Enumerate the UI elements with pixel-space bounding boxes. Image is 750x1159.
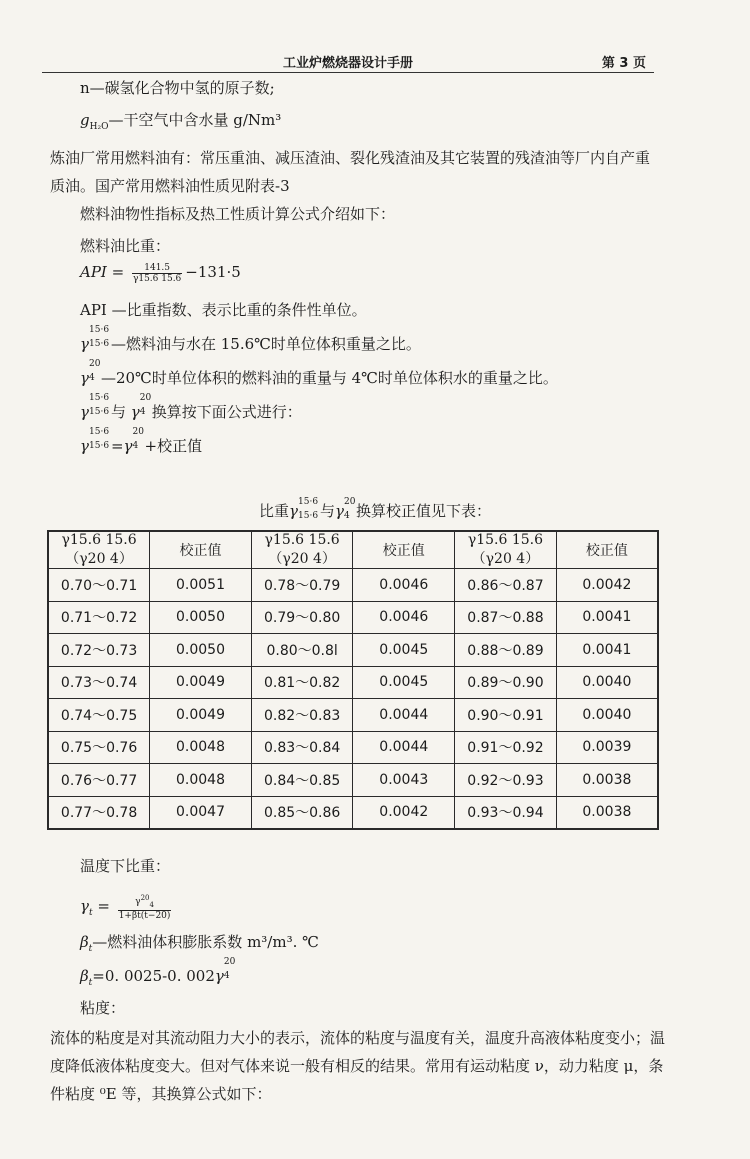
gamma156-text: —燃料油与水在 15.6℃时单位体积重量之比。 bbox=[110, 335, 421, 353]
intro-line: 燃料油物性指标及热工性质计算公式介绍如下： bbox=[80, 205, 396, 223]
correction-cell: 0.0038 bbox=[556, 796, 658, 829]
table-row bbox=[48, 731, 658, 764]
column-header-correction: 校正值 bbox=[353, 531, 455, 569]
api-fraction bbox=[132, 263, 182, 284]
range-cell: 0.81～0.82 bbox=[251, 666, 353, 699]
correction-cell: 0.0047 bbox=[150, 796, 252, 829]
conversion-and: 与 bbox=[110, 403, 126, 421]
range-cell: 0.93～0.94 bbox=[455, 796, 557, 829]
refinery-paragraph: 炼油厂常用燃料油有：常压重油、减压渣油、裂化残渣油及其它装置的残渣油等厂内自产重质油。国产常用燃料油性质见附表-3 bbox=[50, 149, 651, 195]
column-header-range: γ15.6 15.6 （γ20 4） bbox=[251, 531, 353, 569]
correction-cell: 0.0049 bbox=[150, 666, 252, 699]
g-definition-text: —干空气中含水量 g/Nm³ bbox=[108, 111, 282, 129]
table-header-row bbox=[48, 531, 658, 569]
range-cell: 0.91～0.92 bbox=[455, 731, 557, 764]
column-header-range: γ15.6 15.6 （γ20 4） bbox=[455, 531, 557, 569]
correction-cell: 0.0040 bbox=[556, 666, 658, 699]
range-cell: 0.85～0.86 bbox=[251, 796, 353, 829]
g-subscript: H₂O bbox=[89, 122, 109, 132]
temperature-fraction: $\frac{\gamma^{20}_4}{1+\beta t(t-20)}$ bbox=[118, 894, 171, 921]
beta-formula: $\beta_t=0$. 0025-0. 002γ 20 4 bbox=[80, 957, 236, 988]
correction-cell: 0.0051 bbox=[150, 569, 252, 602]
correction-cell: 0.0042 bbox=[353, 796, 455, 829]
gamma-symbol: γ 20 4 bbox=[214, 957, 236, 985]
range-cell: 0.79～0.80 bbox=[251, 601, 353, 634]
viscosity-paragraph: 流体的粘度是对其流动阻力大小的表示，流体的粘度与温度有关，温度升高液体粘度变小；温度降低液体粘度变大。但对气体来说一般有相反的结果。常用有运动粘度 ν，动力粘度 μ，条件粘度 ⁰E 等，其换算公式如下： bbox=[50, 1029, 666, 1103]
gamma-symbol: γ 15·6 15·6 bbox=[80, 325, 110, 353]
gamma-symbol: γ 20 4 bbox=[80, 359, 101, 387]
range-cell: 0.87～0.88 bbox=[455, 601, 557, 634]
correction-cell: 0.0042 bbox=[556, 569, 658, 602]
range-cell: 0.74～0.75 bbox=[48, 699, 150, 732]
beta-definition-text: —燃料油体积膨胀系数 m³/m³. ℃ bbox=[92, 933, 319, 951]
n-definition: n—碳氢化合物中氢的原子数; bbox=[80, 79, 275, 97]
gamma-symbol: γ 15·6 15·6 bbox=[289, 497, 319, 521]
range-cell: 0.73～0.74 bbox=[48, 666, 150, 699]
api-denominator: γ15.6 15.6 bbox=[132, 273, 182, 284]
correction-cell: 0.0038 bbox=[556, 764, 658, 797]
table-body bbox=[48, 569, 658, 830]
gamma204-definition bbox=[80, 359, 558, 392]
running-header bbox=[42, 50, 654, 73]
correction-cell: 0.0046 bbox=[353, 569, 455, 602]
g-definition bbox=[80, 106, 281, 141]
temperature-heading: 温度下比重： bbox=[80, 857, 171, 875]
column-header-correction: 校正值 bbox=[150, 531, 252, 569]
range-cell: 0.89～0.90 bbox=[455, 666, 557, 699]
correction-cell: 0.0044 bbox=[353, 731, 455, 764]
correction-cell: 0.0045 bbox=[353, 634, 455, 667]
column-header-range: γ15.6 15.6 （γ20 4） bbox=[48, 531, 150, 569]
range-cell: 0.84～0.85 bbox=[251, 764, 353, 797]
api-numerator: 141.5 bbox=[132, 263, 182, 274]
gamma-symbol: γ 15·6 15·6 bbox=[80, 393, 110, 421]
correction-formula: γ 15·6 15·6 =γ 20 4 +校正值 bbox=[80, 432, 202, 460]
api-rhs: −131·5 bbox=[185, 263, 241, 281]
correction-cell: 0.0041 bbox=[556, 634, 658, 667]
range-cell: 0.82～0.83 bbox=[251, 699, 353, 732]
sg-heading: 燃料油比重： bbox=[80, 237, 171, 255]
range-cell: 0.92～0.93 bbox=[455, 764, 557, 797]
beta-definition: $\beta_t—$燃料油体积膨胀系数 m³/m³. ℃ bbox=[80, 933, 319, 954]
gamma-symbol: γ 20 4 bbox=[123, 427, 144, 455]
g-symbol: g bbox=[80, 111, 90, 129]
table-row bbox=[48, 634, 658, 667]
table-row bbox=[48, 569, 658, 602]
correction-text: +校正值 bbox=[144, 437, 203, 455]
conversion-tail: 换算按下面公式进行： bbox=[151, 403, 302, 421]
range-cell: 0.90～0.91 bbox=[455, 699, 557, 732]
gamma204-text: —20℃时单位体积的燃料油的重量与 4℃时单位体积水的重量之比。 bbox=[100, 369, 558, 387]
gamma-symbol: γ 20 4 bbox=[130, 393, 152, 421]
api-lhs: API = bbox=[80, 263, 129, 281]
range-cell: 0.78～0.79 bbox=[251, 569, 353, 602]
correction-cell: 0.0040 bbox=[556, 699, 658, 732]
gamma-symbol: γ 20 4 bbox=[335, 497, 356, 521]
correction-cell: 0.0046 bbox=[353, 601, 455, 634]
api-definition: API —比重指数、表示比重的条件性单位。 bbox=[80, 301, 367, 319]
range-cell: 0.77～0.78 bbox=[48, 796, 150, 829]
correction-cell: 0.0050 bbox=[150, 634, 252, 667]
correction-cell: 0.0049 bbox=[150, 699, 252, 732]
range-cell: 0.76～0.77 bbox=[48, 764, 150, 797]
correction-cell: 0.0041 bbox=[556, 601, 658, 634]
table-caption: 比重γ 15·6 15·6 与γ 20 4 换算校正值见下表： bbox=[259, 497, 491, 521]
correction-cell: 0.0039 bbox=[556, 731, 658, 764]
range-cell: 0.75～0.76 bbox=[48, 731, 150, 764]
correction-cell: 0.0043 bbox=[353, 764, 455, 797]
gamma156-definition bbox=[80, 325, 421, 358]
correction-cell: 0.0044 bbox=[353, 699, 455, 732]
header-title: 工业炉燃烧器设计手册 bbox=[282, 56, 413, 71]
conversion-line bbox=[80, 393, 302, 426]
table-row bbox=[48, 666, 658, 699]
range-cell: 0.80～0.8l bbox=[251, 634, 353, 667]
api-formula bbox=[80, 258, 241, 286]
correction-cell: 0.0050 bbox=[150, 601, 252, 634]
table-row bbox=[48, 601, 658, 634]
viscosity-heading: 粘度： bbox=[80, 999, 126, 1017]
gamma-symbol: γ 15·6 15·6 bbox=[80, 427, 110, 455]
table-row bbox=[48, 699, 658, 732]
page-number: 第 3 页 bbox=[601, 56, 646, 71]
table-row bbox=[48, 796, 658, 829]
range-cell: 0.83～0.84 bbox=[251, 731, 353, 764]
range-cell: 0.88～0.89 bbox=[455, 634, 557, 667]
table-row bbox=[48, 764, 658, 797]
range-cell: 0.70～0.71 bbox=[48, 569, 150, 602]
correction-cell: 0.0048 bbox=[150, 731, 252, 764]
beta-formula-text: =0. 0025-0. 002 bbox=[92, 967, 215, 985]
temperature-formula: $\gamma_t$ = $\frac{\gamma^{20}_4}{1+\beta t(t-20)}$ bbox=[80, 894, 171, 921]
temperature-denominator: 1+βt(t−20) bbox=[118, 910, 171, 921]
range-cell: 0.72～0.73 bbox=[48, 634, 150, 667]
range-cell: 0.71～0.72 bbox=[48, 601, 150, 634]
correction-cell: 0.0045 bbox=[353, 666, 455, 699]
range-cell: 0.86～0.87 bbox=[455, 569, 557, 602]
correction-table bbox=[47, 530, 659, 830]
correction-cell: 0.0048 bbox=[150, 764, 252, 797]
column-header-correction: 校正值 bbox=[556, 531, 658, 569]
